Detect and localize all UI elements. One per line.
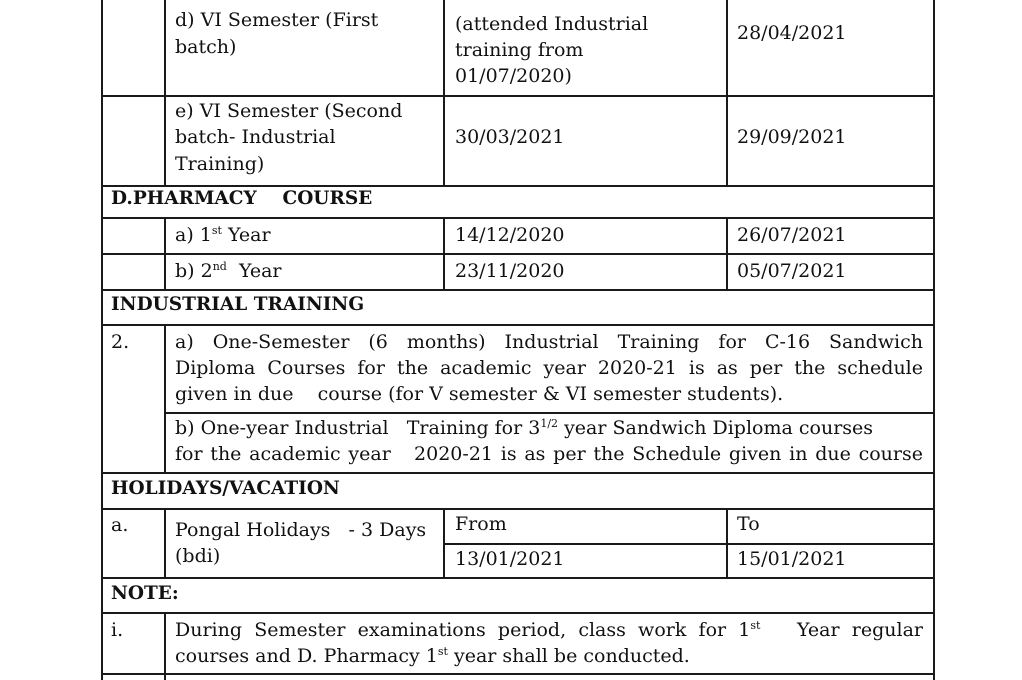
year2-superscript: nd	[212, 260, 227, 273]
year2-word: Year	[226, 260, 282, 282]
row-divider	[164, 412, 934, 414]
dpharmacy-year1-end: 26/07/2021	[737, 224, 847, 246]
note-line1	[175, 617, 923, 644]
row-e-label-line3: Training)	[175, 153, 265, 175]
holidays-item-number: a.	[111, 514, 129, 536]
b-line1-rest: year Sandwich Diploma courses	[558, 417, 874, 439]
industrial-a-line1: a) One-Semester (6 months) Industrial Training for C-16 Sandwich	[175, 331, 923, 353]
row-divider	[101, 508, 934, 510]
dpharmacy-year2-end: 05/07/2021	[737, 260, 847, 282]
industrial-a-line2: Diploma Courses for the academic year 2020-21 is as per the schedule	[175, 357, 923, 379]
year2-prefix: b)	[175, 260, 201, 282]
year1-prefix: a)	[175, 224, 200, 246]
row-e-end-date: 29/09/2021	[737, 126, 847, 148]
row-e-start-date: 30/03/2021	[455, 126, 565, 148]
note-line1-superscript: st	[750, 619, 761, 632]
row-divider	[101, 577, 934, 579]
row-divider	[101, 472, 934, 474]
note-line1-text: During Semester examinations period, class work for 1	[175, 619, 751, 641]
row-d-start-line3: 01/07/2020)	[455, 65, 572, 87]
industrial-item-number: 2.	[111, 331, 130, 353]
dpharmacy-year2-start: 23/11/2020	[455, 260, 565, 282]
holidays-from-label: From	[455, 513, 507, 535]
note-item-number: i.	[111, 619, 124, 641]
row-divider	[101, 95, 934, 97]
note-line2-text: courses and D. Pharmacy 1	[175, 645, 438, 667]
holidays-label-line1: Pongal Holidays - 3 Days	[175, 519, 427, 541]
dpharmacy-year2-label	[175, 258, 281, 285]
col-divider	[443, 0, 445, 186]
holidays-from-date: 13/01/2021	[455, 548, 565, 570]
col-divider	[164, 0, 166, 186]
row-divider	[101, 217, 934, 219]
row-d-label-line2: batch)	[175, 36, 237, 58]
industrial-a-line3: given in due course (for V semester & VI semester students).	[175, 383, 784, 405]
col-divider	[164, 613, 166, 680]
row-divider	[101, 324, 934, 326]
note-line1-rest: Year regular	[760, 619, 923, 641]
year1-superscript: st	[211, 224, 222, 237]
holidays-label-line2: (bdi)	[175, 545, 221, 567]
dpharmacy-year1-label	[175, 222, 271, 249]
b-line1-fraction: 1/2	[540, 417, 559, 430]
holidays-heading: HOLIDAYS/VACATION	[111, 478, 340, 499]
dpharmacy-year1-start: 14/12/2020	[455, 224, 565, 246]
holidays-to-date: 15/01/2021	[737, 548, 847, 570]
note-heading: NOTE:	[111, 583, 179, 604]
row-divider	[101, 673, 934, 675]
b-line1-text: b) One-year Industrial Training for 3	[175, 417, 541, 439]
dpharmacy-heading: D.PHARMACY COURSE	[111, 188, 373, 209]
note-line2	[175, 643, 690, 670]
row-d-start-line2: training from	[455, 39, 584, 61]
holidays-to-label: To	[737, 513, 760, 535]
note-line2-superscript: st	[437, 645, 448, 658]
year1-number: 1	[199, 224, 212, 246]
industrial-b-line2: for the academic year 2020-21 is as per the Schedule given in due course	[175, 443, 923, 465]
row-divider	[101, 612, 934, 614]
row-divider	[443, 543, 934, 545]
col-divider	[164, 325, 166, 473]
row-divider	[101, 253, 934, 255]
row-e-label-line1: e) VI Semester (Second	[175, 100, 403, 122]
row-divider	[101, 289, 934, 291]
industrial-training-heading: INDUSTRIAL TRAINING	[111, 294, 365, 315]
row-e-label-line2: batch- Industrial	[175, 126, 336, 148]
row-d-label-line1: d) VI Semester (First	[175, 9, 379, 31]
year2-number: 2	[200, 260, 213, 282]
col-divider	[164, 509, 166, 578]
industrial-b-line1	[175, 415, 873, 442]
col-divider	[726, 0, 728, 186]
row-d-start-line1: (attended Industrial	[455, 13, 649, 35]
year1-word: Year	[221, 224, 271, 246]
row-d-end-date: 28/04/2021	[737, 22, 847, 44]
note-line2-rest: year shall be conducted.	[447, 645, 690, 667]
